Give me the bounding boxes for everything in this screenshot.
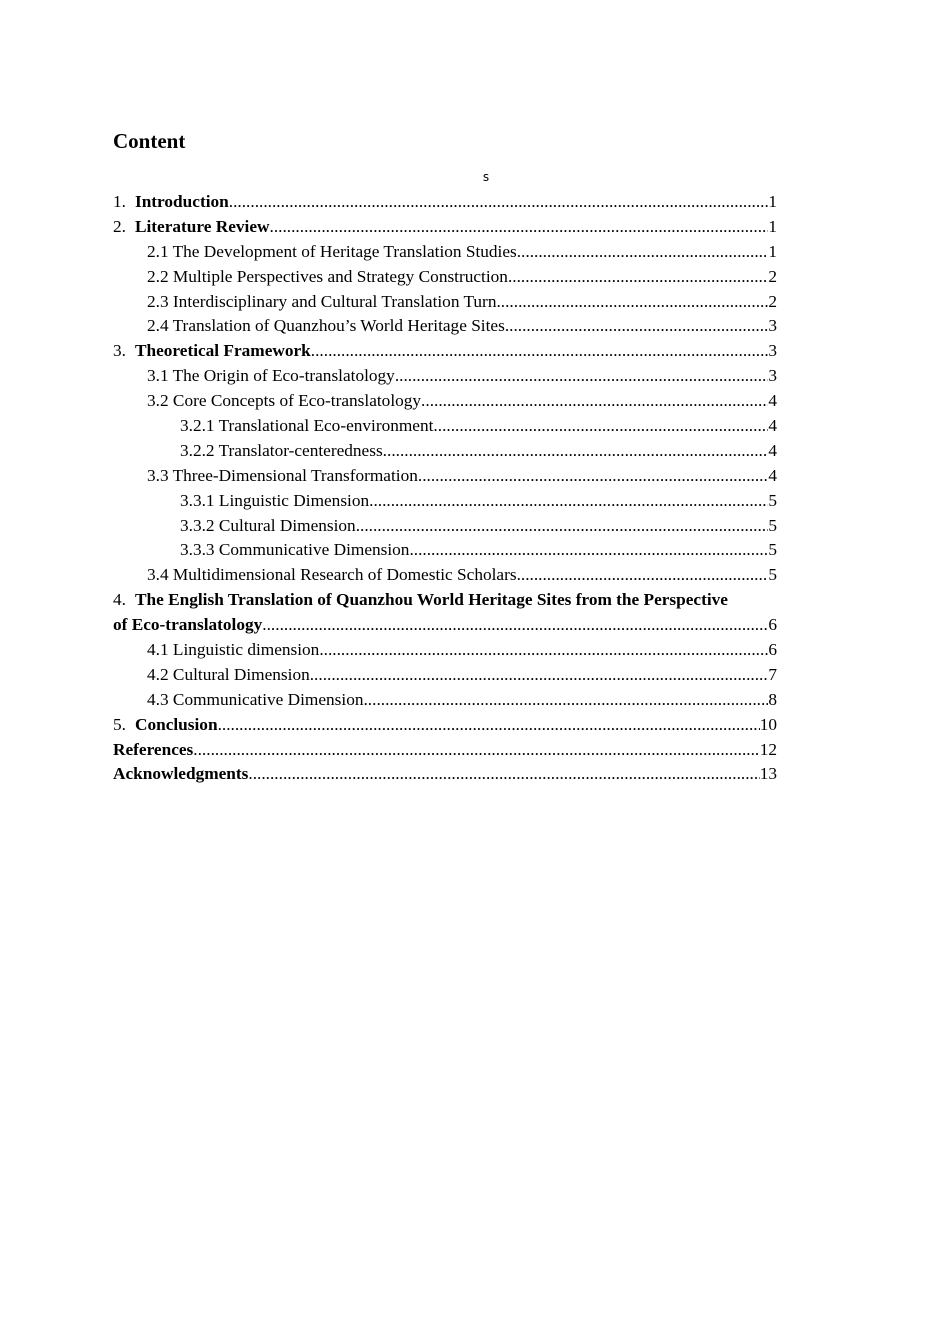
toc-entry-label: 3.3.1 Linguistic Dimension [180,490,370,510]
toc-page-number: 13 [759,764,777,784]
toc-page-number: 5 [768,565,777,585]
dot-leader [262,613,768,638]
toc-entry-first-line [113,588,777,613]
toc-page-number: 3 [768,366,777,386]
toc-entry[interactable] [113,713,777,738]
toc-page-number: 8 [768,689,777,709]
stray-mark: s [482,170,490,184]
toc-entry-label: 4.2 Cultural Dimension [147,664,310,684]
toc-entry[interactable] [113,439,777,464]
toc-entry[interactable] [113,215,777,240]
toc-entry[interactable] [113,240,777,265]
toc-entry-label: 2.2 Multiple Perspectives and Strategy Construction [147,266,508,286]
toc-entry[interactable] [113,638,777,663]
toc-entry-label: of Eco-translatology [113,615,263,635]
toc-page-number: 6 [768,615,777,635]
toc-entry-label: 4.3 Communicative Dimension [147,689,364,709]
dot-leader [421,389,768,414]
toc-entry-number: 3. [113,341,126,361]
toc-entry-number: 5. [113,714,126,734]
toc-page-number: 2 [768,266,777,286]
toc-page-number: 10 [759,714,777,734]
toc-page-number: 1 [768,216,777,236]
toc-entry-label: 3.3.2 Cultural Dimension [180,515,356,535]
toc-entry-number: 2. [113,216,126,236]
dot-leader [363,688,768,713]
toc-page-number: 4 [768,440,777,460]
toc-entry-label: Literature Review [134,216,270,236]
toc-entry-label: 3.1 The Origin of Eco-translatology [147,366,395,386]
dot-leader [508,265,768,290]
toc-entry-label: 3.3.3 Communicative Dimension [180,540,410,560]
toc-entry-second-line [113,613,777,638]
toc-entry[interactable] [113,588,777,638]
toc-entry[interactable] [113,364,777,389]
toc-page-number: 5 [768,540,777,560]
toc-entry[interactable] [113,738,777,763]
toc-entry-number: 4. [113,590,126,610]
dot-leader [319,638,768,663]
dot-leader [409,538,768,563]
dot-leader [517,563,769,588]
table-of-contents [113,190,777,787]
dot-leader [517,240,769,265]
toc-entry[interactable] [113,290,777,315]
toc-entry-label: 2.4 Translation of Quanzhou’s World Heritage Sites [147,316,505,336]
toc-page-number: 1 [768,192,777,211]
toc-entry[interactable] [113,514,777,539]
toc-entry[interactable] [113,538,777,563]
toc-page-number: 4 [768,416,777,436]
toc-entry-label: 3.2.1 Translational Eco-environment [180,416,434,436]
toc-entry-label: Theoretical Framework [134,341,311,361]
toc-entry[interactable] [113,265,777,290]
toc-entry-label: Conclusion [134,714,218,734]
dot-leader [356,514,769,539]
toc-entry-label: 3.4 Multidimensional Research of Domestic Scholars [147,565,517,585]
toc-page-number: 5 [768,515,777,535]
dot-leader [505,314,769,339]
dot-leader [496,290,768,315]
toc-entry[interactable] [113,414,777,439]
toc-entry-label: Acknowledgments [113,764,249,784]
toc-entry[interactable] [113,339,777,364]
toc-entry-label: The English Translation of Quanzhou World Heritage Sites from the Perspective [134,590,728,610]
dot-leader [433,414,768,439]
toc-entry-label: 2.1 The Development of Heritage Translation Studies [147,241,517,261]
toc-entry[interactable] [113,489,777,514]
dot-leader [418,464,768,489]
toc-page-number: 2 [768,291,777,311]
toc-entry[interactable] [113,663,777,688]
toc-entry[interactable] [113,190,777,215]
toc-page-number: 7 [768,664,777,684]
page-title: Content [113,129,186,153]
toc-entry[interactable] [113,688,777,713]
dot-leader [218,713,760,738]
dot-leader [383,439,769,464]
dot-leader [270,215,769,240]
dot-leader [310,663,769,688]
dot-leader [229,190,769,215]
toc-entry-label: 4.1 Linguistic dimension [147,640,320,660]
toc-entry-label: 2.3 Interdisciplinary and Cultural Translation Turn [147,291,497,311]
toc-page-number: 4 [768,465,777,485]
dot-leader [369,489,768,514]
toc-page-number: 3 [768,316,777,336]
toc-entry-label: Introduction [134,192,229,211]
toc-page-number: 1 [768,241,777,261]
toc-page-number: 3 [768,341,777,361]
toc-entry-label: 3.2 Core Concepts of Eco-translatology [147,391,422,411]
toc-entry[interactable] [113,464,777,489]
dot-leader [395,364,769,389]
dot-leader [248,762,759,787]
dot-leader [311,339,769,364]
toc-entry-number: 1. [113,192,126,211]
toc-entry-label: 3.3 Three-Dimensional Transformation [147,465,418,485]
dot-leader [193,738,759,763]
toc-page-number: 4 [768,391,777,411]
toc-entry[interactable] [113,762,777,787]
toc-entry-label: References [113,739,194,759]
toc-entry[interactable] [113,563,777,588]
toc-page-number: 12 [759,739,777,759]
toc-page-number: 6 [768,640,777,660]
toc-entry[interactable] [113,389,777,414]
toc-entry-label: 3.2.2 Translator-centeredness [180,440,383,460]
toc-entry[interactable] [113,314,777,339]
toc-page-number: 5 [768,490,777,510]
